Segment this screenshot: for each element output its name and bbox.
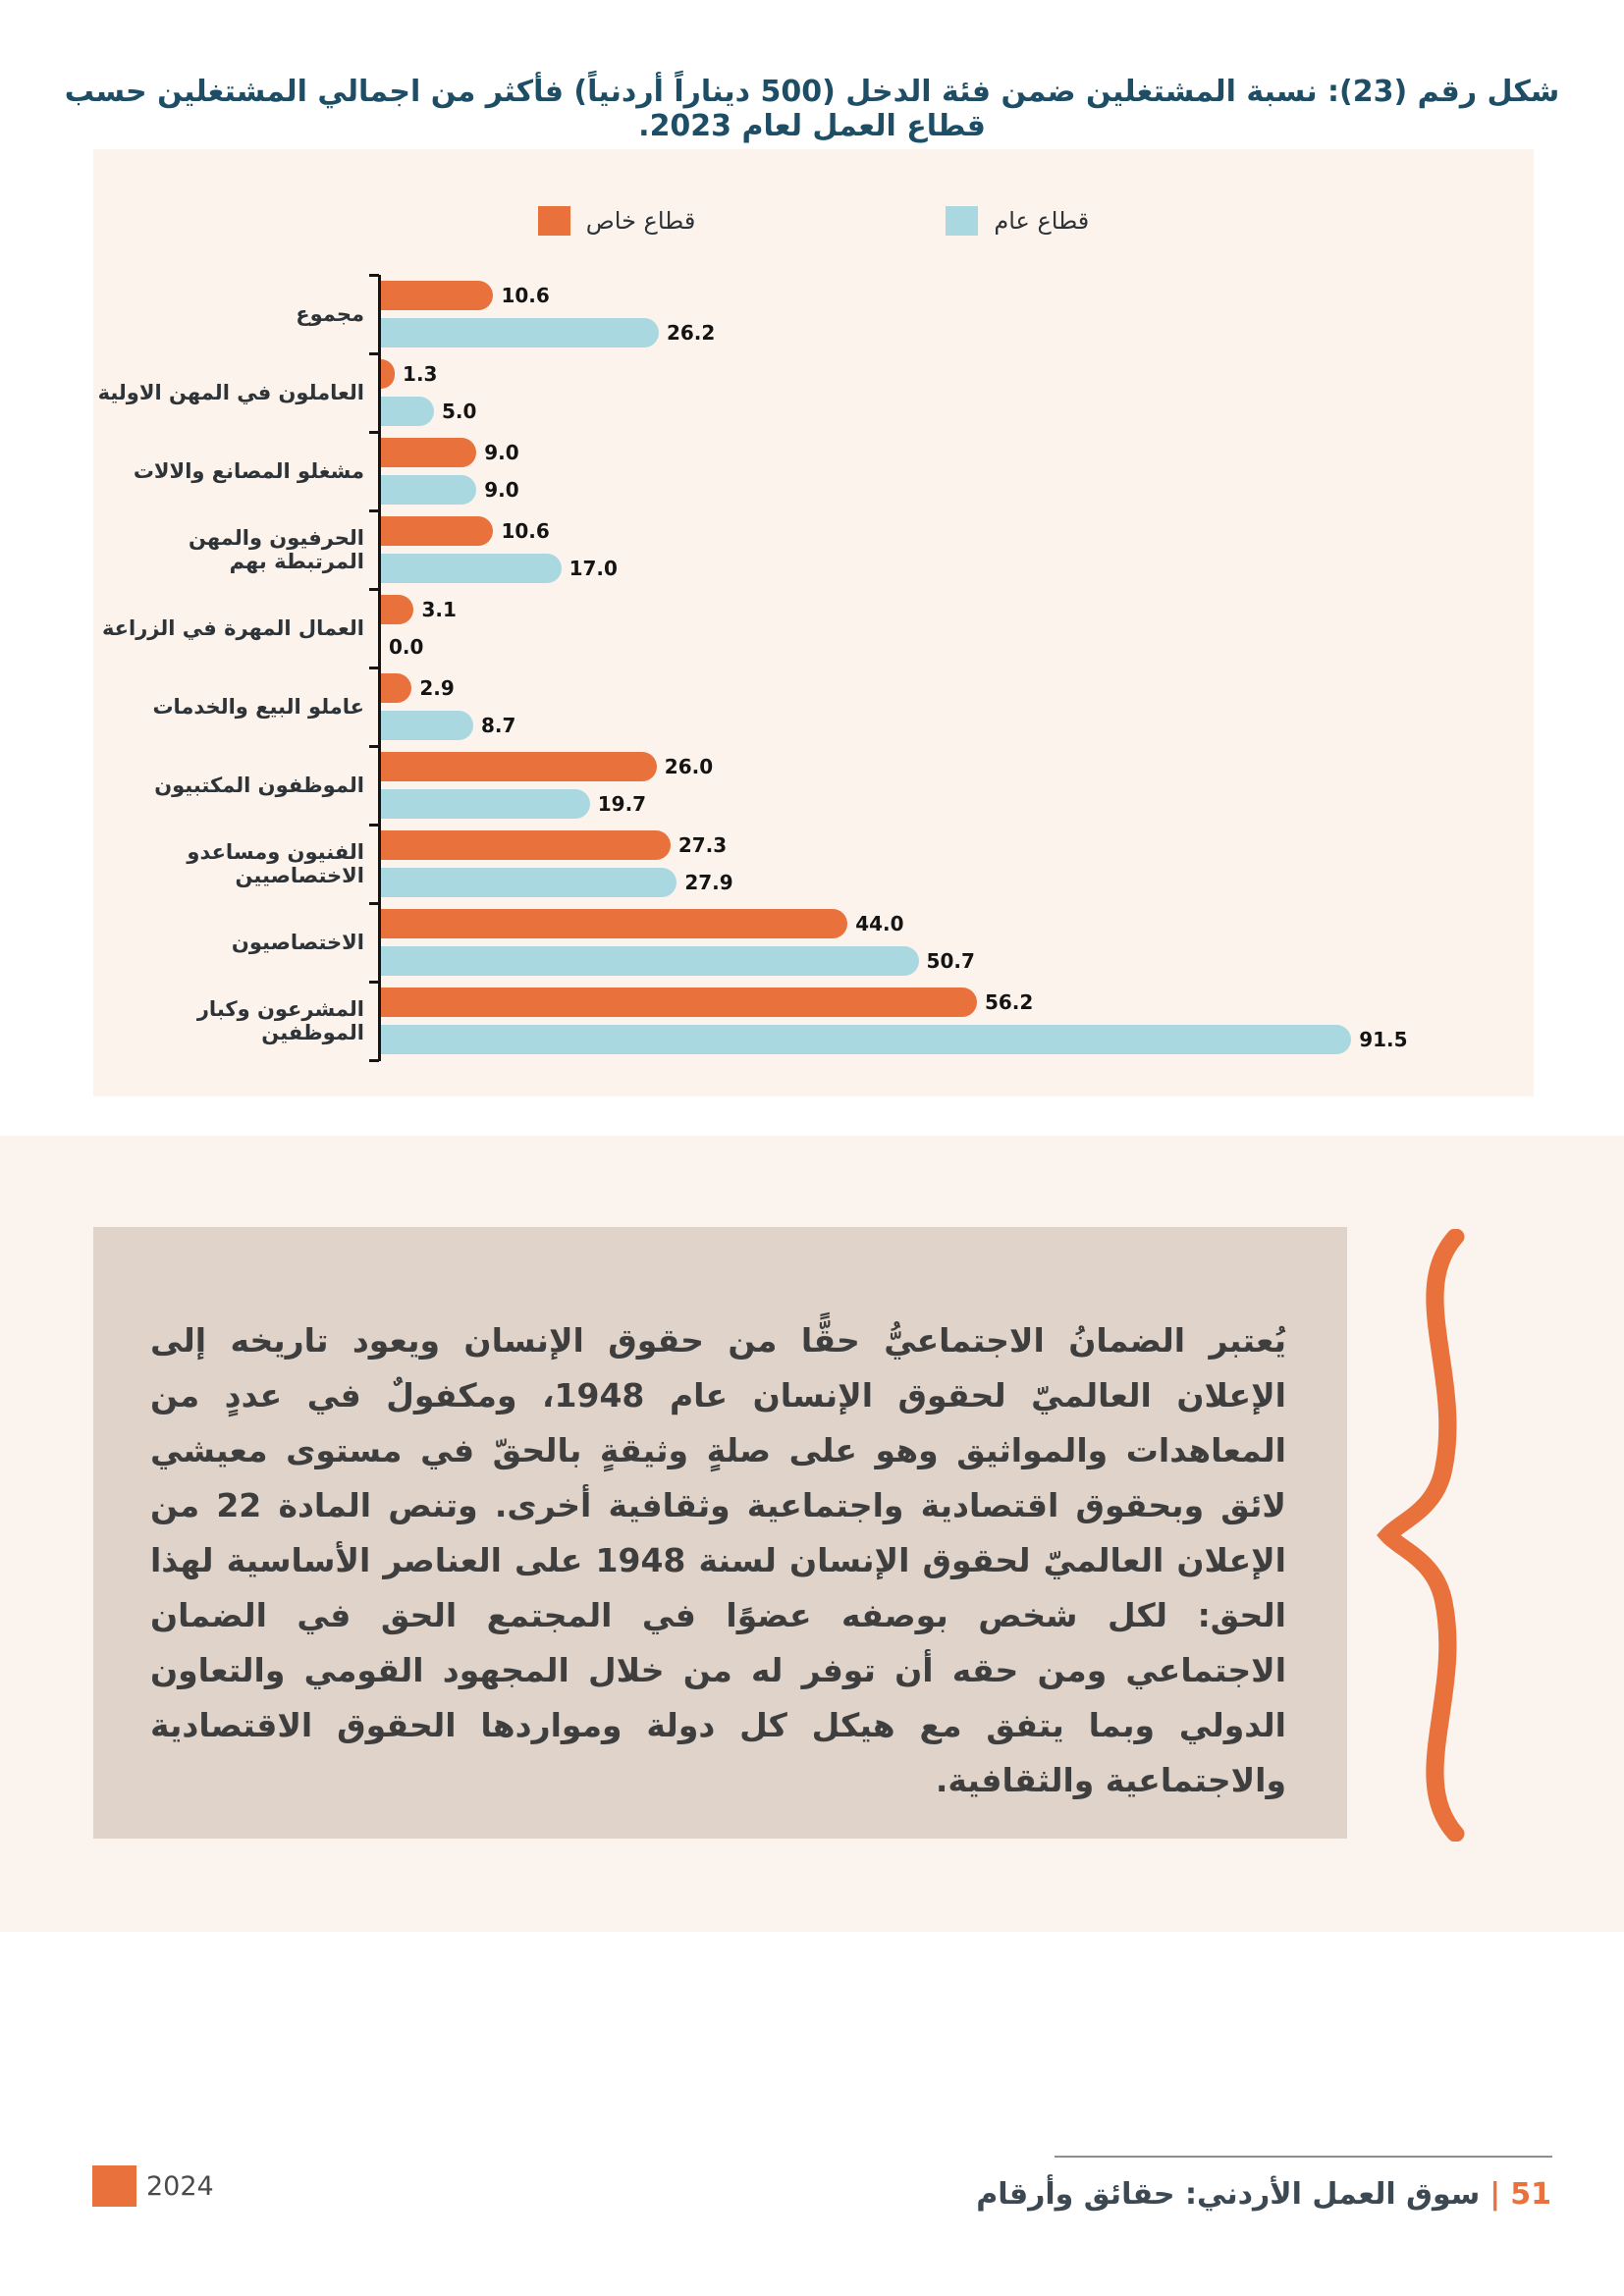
bar-line bbox=[381, 397, 1534, 426]
category-bars bbox=[381, 438, 1534, 505]
category-label: العاملون في المهن الاولية bbox=[97, 380, 364, 404]
bar-line bbox=[381, 475, 1534, 505]
bar-line bbox=[381, 789, 1534, 819]
private-sector-swatch-icon bbox=[538, 206, 570, 236]
bar-public-sector bbox=[381, 946, 919, 976]
footer-orange-square-icon bbox=[92, 2165, 136, 2207]
footer-separator: | bbox=[1489, 2177, 1501, 2212]
bar-public-sector bbox=[381, 1025, 1351, 1054]
footer-divider-line bbox=[1055, 2156, 1552, 2158]
bar-value-label: 26.2 bbox=[666, 321, 716, 345]
bar-line bbox=[381, 554, 1534, 583]
chart-panel bbox=[93, 149, 1534, 1096]
bar-line bbox=[381, 281, 1534, 310]
bar-private-sector bbox=[381, 595, 413, 624]
chart-row bbox=[93, 510, 1534, 589]
category-bars bbox=[381, 595, 1534, 662]
category-bars bbox=[381, 909, 1534, 976]
figure-title: شكل رقم (23): نسبة المشتغلين ضمن فئة الدخل (500 ديناراً أردنياً) فأكثر من اجمالي المشتغلين حسب قطاع العمل لعام 2023. bbox=[64, 75, 1560, 143]
footer-book-block bbox=[976, 2177, 1551, 2212]
chart-legend bbox=[93, 206, 1534, 236]
bar-private-sector bbox=[381, 909, 847, 938]
bar-public-sector bbox=[381, 318, 659, 347]
footer-page-number: 51 bbox=[1510, 2177, 1551, 2212]
bar-value-label: 9.0 bbox=[484, 478, 519, 502]
legend-item-private-sector bbox=[538, 206, 696, 236]
bar-private-sector bbox=[381, 752, 657, 781]
category-label: الحرفيون والمهن المرتبطة بهم bbox=[189, 525, 364, 573]
bar-value-label: 44.0 bbox=[855, 912, 904, 935]
category-label: الفنيون ومساعدو الاختصاصيين bbox=[187, 839, 364, 887]
bar-line bbox=[381, 438, 1534, 467]
bar-line bbox=[381, 1025, 1534, 1054]
bar-value-label: 19.7 bbox=[597, 792, 647, 816]
category-bars bbox=[381, 281, 1534, 347]
axis-tick bbox=[369, 824, 379, 827]
category-bars bbox=[381, 359, 1534, 426]
chart-row bbox=[93, 432, 1534, 510]
legend-label-private-sector: قطاع خاص bbox=[585, 207, 696, 235]
footer-book-title: سوق العمل الأردني: حقائق وأرقام bbox=[976, 2177, 1481, 2212]
chart-row bbox=[93, 825, 1534, 903]
bar-line bbox=[381, 752, 1534, 781]
chart-row bbox=[93, 903, 1534, 982]
axis-tick bbox=[369, 352, 379, 355]
axis-tick bbox=[369, 274, 379, 277]
category-bars bbox=[381, 673, 1534, 740]
bar-value-label: 9.0 bbox=[484, 441, 519, 464]
bar-private-sector bbox=[381, 516, 493, 546]
bar-value-label: 91.5 bbox=[1359, 1028, 1408, 1051]
bar-public-sector bbox=[381, 868, 677, 897]
bar-private-sector bbox=[381, 830, 671, 860]
axis-tick bbox=[369, 431, 379, 434]
bar-line bbox=[381, 516, 1534, 546]
category-bars bbox=[381, 752, 1534, 819]
bar-value-label: 1.3 bbox=[403, 362, 438, 386]
bar-line bbox=[381, 988, 1534, 1017]
bar-value-label: 27.3 bbox=[677, 833, 728, 857]
public-sector-swatch-icon bbox=[946, 206, 978, 236]
bar-value-label: 3.1 bbox=[421, 598, 457, 621]
bar-public-sector bbox=[381, 397, 434, 426]
bar-line bbox=[381, 830, 1534, 860]
bar-private-sector bbox=[381, 359, 395, 389]
curly-brace-path bbox=[1388, 1237, 1456, 1834]
chart-row bbox=[93, 982, 1534, 1060]
category-label: الاختصاصيون bbox=[231, 930, 364, 954]
chart-row bbox=[93, 589, 1534, 667]
bar-value-label: 8.7 bbox=[480, 714, 516, 737]
chart-row bbox=[93, 667, 1534, 746]
bar-value-label: 10.6 bbox=[501, 519, 550, 543]
bar-line bbox=[381, 359, 1534, 389]
bar-line bbox=[381, 946, 1534, 976]
bar-private-sector bbox=[381, 988, 977, 1017]
axis-tick bbox=[369, 667, 379, 669]
bar-private-sector bbox=[381, 438, 476, 467]
bar-public-sector bbox=[381, 554, 562, 583]
bar-value-label: 5.0 bbox=[442, 400, 477, 423]
category-label: مجموع bbox=[296, 301, 364, 326]
bar-value-label: 50.7 bbox=[926, 949, 975, 973]
quote-text: يُعتبر الضمانُ الاجتماعيُّ حقًّا من حقوق الإنسان ويعود تاريخه إلى الإعلان العالميّ لحقوق الإنسان عام 1948، ومكفولٌ في عددٍ من المعاهدات والمواثيق وهو على صلةٍ وثيقةٍ بالحقّ في مستوى معيشي لائق وبحقوق اقتصادية واجتماعية وثقافية أخرى. وتنص المادة 22 من الإعلان العالميّ لحقوق الإنسان لسنة 1948 على العناصر الأساسية لهذا الحق: لكل شخص بوصفه عضوًا في المجتمع الحق في الضمان الاجتماعي ومن حقه أن توفر له من خلال المجهود القومي والتعاون الدولي وبما يتفق مع هيكل كل دولة ومواردها الحقوق الاقتصادية والاجتماعية والثقافية. bbox=[150, 1321, 1286, 1799]
bar-value-label: 0.0 bbox=[389, 635, 424, 659]
bar-value-label: 2.9 bbox=[419, 676, 455, 700]
category-label: العمال المهرة في الزراعة bbox=[101, 615, 364, 640]
bar-value-label: 56.2 bbox=[984, 990, 1034, 1014]
bar-public-sector bbox=[381, 711, 473, 740]
bar-public-sector bbox=[381, 789, 590, 819]
chart-row bbox=[93, 275, 1534, 353]
bar-value-label: 26.0 bbox=[664, 755, 714, 778]
bar-value-label: 17.0 bbox=[568, 557, 618, 580]
axis-tick bbox=[369, 902, 379, 905]
legend-item-public-sector bbox=[946, 206, 1089, 236]
bar-line bbox=[381, 909, 1534, 938]
bar-private-sector bbox=[381, 281, 493, 310]
chart-row bbox=[93, 353, 1534, 432]
bar-public-sector bbox=[381, 475, 476, 505]
category-bars bbox=[381, 988, 1534, 1054]
axis-tick bbox=[369, 981, 379, 984]
bar-line bbox=[381, 595, 1534, 624]
category-label: المشرعون وكبار الموظفين bbox=[196, 996, 364, 1044]
bar-value-label: 10.6 bbox=[501, 284, 550, 307]
bar-value-label: 27.9 bbox=[684, 871, 733, 894]
legend-label-public-sector: قطاع عام bbox=[994, 207, 1090, 235]
category-bars bbox=[381, 830, 1534, 897]
bar-line bbox=[381, 632, 1534, 662]
bar-line bbox=[381, 868, 1534, 897]
category-label: مشغلو المصانع والالات bbox=[133, 458, 364, 483]
axis-tick bbox=[369, 509, 379, 512]
footer-year-block bbox=[92, 2165, 214, 2207]
axis-tick bbox=[369, 588, 379, 591]
footer-year-label: 2024 bbox=[146, 2170, 214, 2202]
bar-line bbox=[381, 711, 1534, 740]
bar-line bbox=[381, 318, 1534, 347]
quote-box bbox=[93, 1227, 1347, 1839]
category-label: الموظفون المكتبيون bbox=[154, 773, 364, 797]
category-label: عاملو البيع والخدمات bbox=[152, 694, 364, 719]
chart-rows bbox=[93, 275, 1534, 1062]
bar-line bbox=[381, 673, 1534, 703]
chart-row bbox=[93, 746, 1534, 825]
curly-brace-icon bbox=[1363, 1229, 1479, 1842]
axis-tick bbox=[369, 745, 379, 748]
category-bars bbox=[381, 516, 1534, 583]
axis-tick bbox=[369, 1059, 379, 1062]
bar-private-sector bbox=[381, 673, 411, 703]
